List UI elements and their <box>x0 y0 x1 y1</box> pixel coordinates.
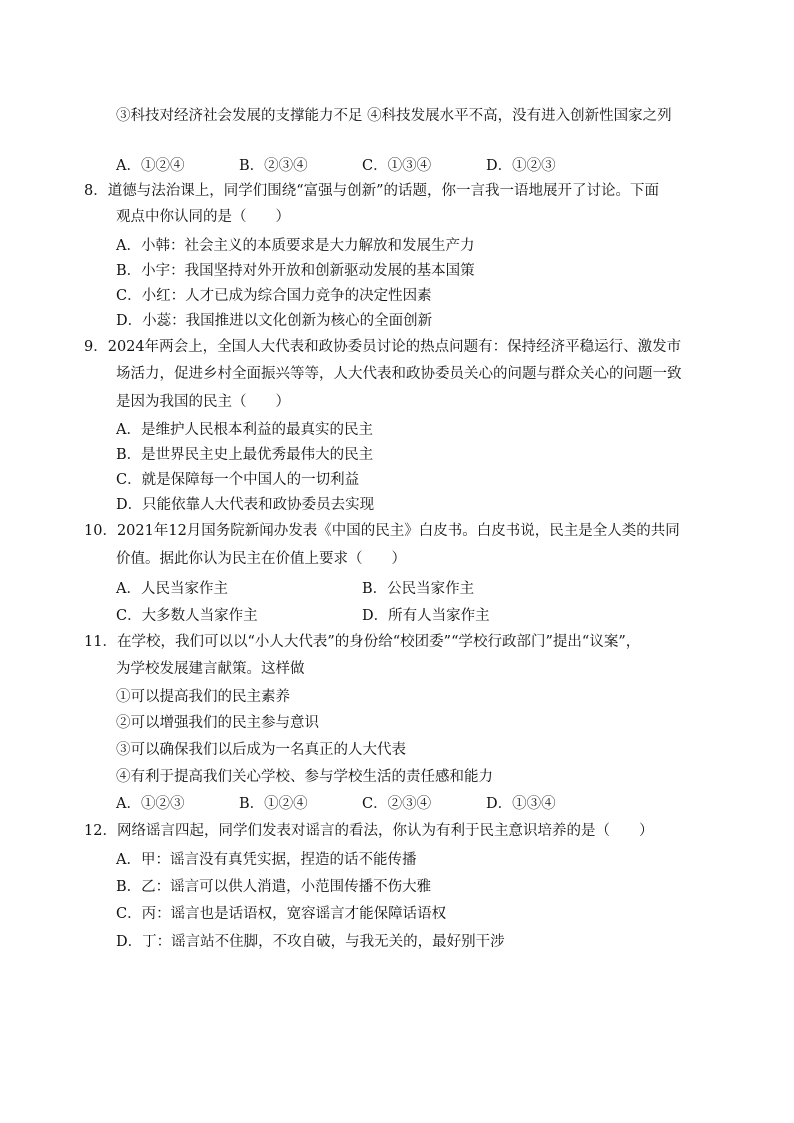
q8-stem-line-1: 8．道德与法治课上，同学们围绕“富强与创新”的话题，你一言我一语地展开了讨论。下面 <box>84 183 660 199</box>
q12-option-d: D．丁：谣言站不住脚，不攻自破，与我无关的，最好别干涉 <box>116 934 505 950</box>
q11-item-1: ①可以提高我们的民主素养 <box>116 689 290 705</box>
q11-option-d: D．①③④ <box>486 796 556 812</box>
q12-stem-line-1: 12．网络谣言四起，同学们发表对谣言的看法，你认为有利于民主意识培养的是（ ） <box>84 823 654 839</box>
q9-option-c: C．就是保障每一个中国人的一切利益 <box>116 472 360 488</box>
q7-option-a: A．①②④ <box>116 158 185 174</box>
q10-option-a: A．人民当家作主 <box>116 581 228 597</box>
q7-option-c: C．①③④ <box>362 158 432 174</box>
q8-stem-line-2: 观点中你认同的是（ ） <box>116 209 290 225</box>
q10-option-d: D．所有人当家作主 <box>362 608 490 624</box>
q7-statement-line: ③科技对经济社会发展的支撑能力不足 ④科技发展水平不高，没有进入创新性国家之列 <box>116 108 672 124</box>
q10-option-c: C．大多数人当家作主 <box>116 608 258 624</box>
q11-stem-line-1: 11．在学校，我们可以以“小人大代表”的身份给“校团委”“学校行政部门”提出“议案”， <box>84 634 641 650</box>
q11-stem-line-2: 为学校发展建言献策。这样做 <box>116 661 305 677</box>
q9-stem-line-2: 场活力，促进乡村全面振兴等等，人大代表和政协委员关心的问题与群众关心的问题一致 <box>116 366 682 382</box>
q10-stem-line-2: 价值。据此你认为民主在价值上要求（ ） <box>116 551 406 567</box>
q12-option-b: B．乙：谣言可以供人消遣，小范围传播不伤大雅 <box>116 879 432 895</box>
q10-option-b: B．公民当家作主 <box>362 581 475 597</box>
q9-stem-line-1: 9．2024年两会上，全国人大代表和政协委员讨论的热点问题有：保持经济平稳运行、激发市 <box>84 339 682 355</box>
q11-item-3: ③可以确保我们以后成为一名真正的人大代表 <box>116 742 406 758</box>
q8-option-d: D．小蕊：我国推进以文化创新为核心的全面创新 <box>116 313 433 329</box>
q9-option-b: B．是世界民主史上最优秀最伟大的民主 <box>116 447 374 463</box>
q9-option-d: D．只能依靠人大代表和政协委员去实现 <box>116 497 375 513</box>
q8-option-a: A．小韩：社会主义的本质要求是大力解放和发展生产力 <box>116 238 475 254</box>
q9-option-a: A．是维护人民根本利益的最真实的民主 <box>116 422 373 438</box>
q10-stem-line-1: 10．2021年12月国务院新闻办发表《中国的民主》白皮书。白皮书说，民主是全人类的共同 <box>84 523 680 539</box>
q7-option-b: B．②③④ <box>239 158 308 174</box>
q12-option-a: A．甲：谣言没有真凭实据，捏造的话不能传播 <box>116 852 417 868</box>
q11-option-a: A．①②③ <box>116 796 185 812</box>
q11-item-4: ④有利于提高我们关心学校、参与学校生活的责任感和能力 <box>116 769 493 785</box>
q7-option-d: D．①②③ <box>486 158 556 174</box>
q12-option-c: C．丙：谣言也是话语权，宽容谣言才能保障话语权 <box>116 906 447 922</box>
q8-option-c: C．小红：人才已成为综合国力竞争的决定性因素 <box>116 288 432 304</box>
q11-item-2: ②可以增强我们的民主参与意识 <box>116 715 319 731</box>
q11-option-b: B．①②④ <box>239 796 308 812</box>
q8-option-b: B．小宇：我国坚持对外开放和创新驱动发展的基本国策 <box>116 263 475 279</box>
q9-stem-line-3: 是因为我国的民主（ ） <box>116 394 290 410</box>
q11-option-c: C．②③④ <box>362 796 432 812</box>
